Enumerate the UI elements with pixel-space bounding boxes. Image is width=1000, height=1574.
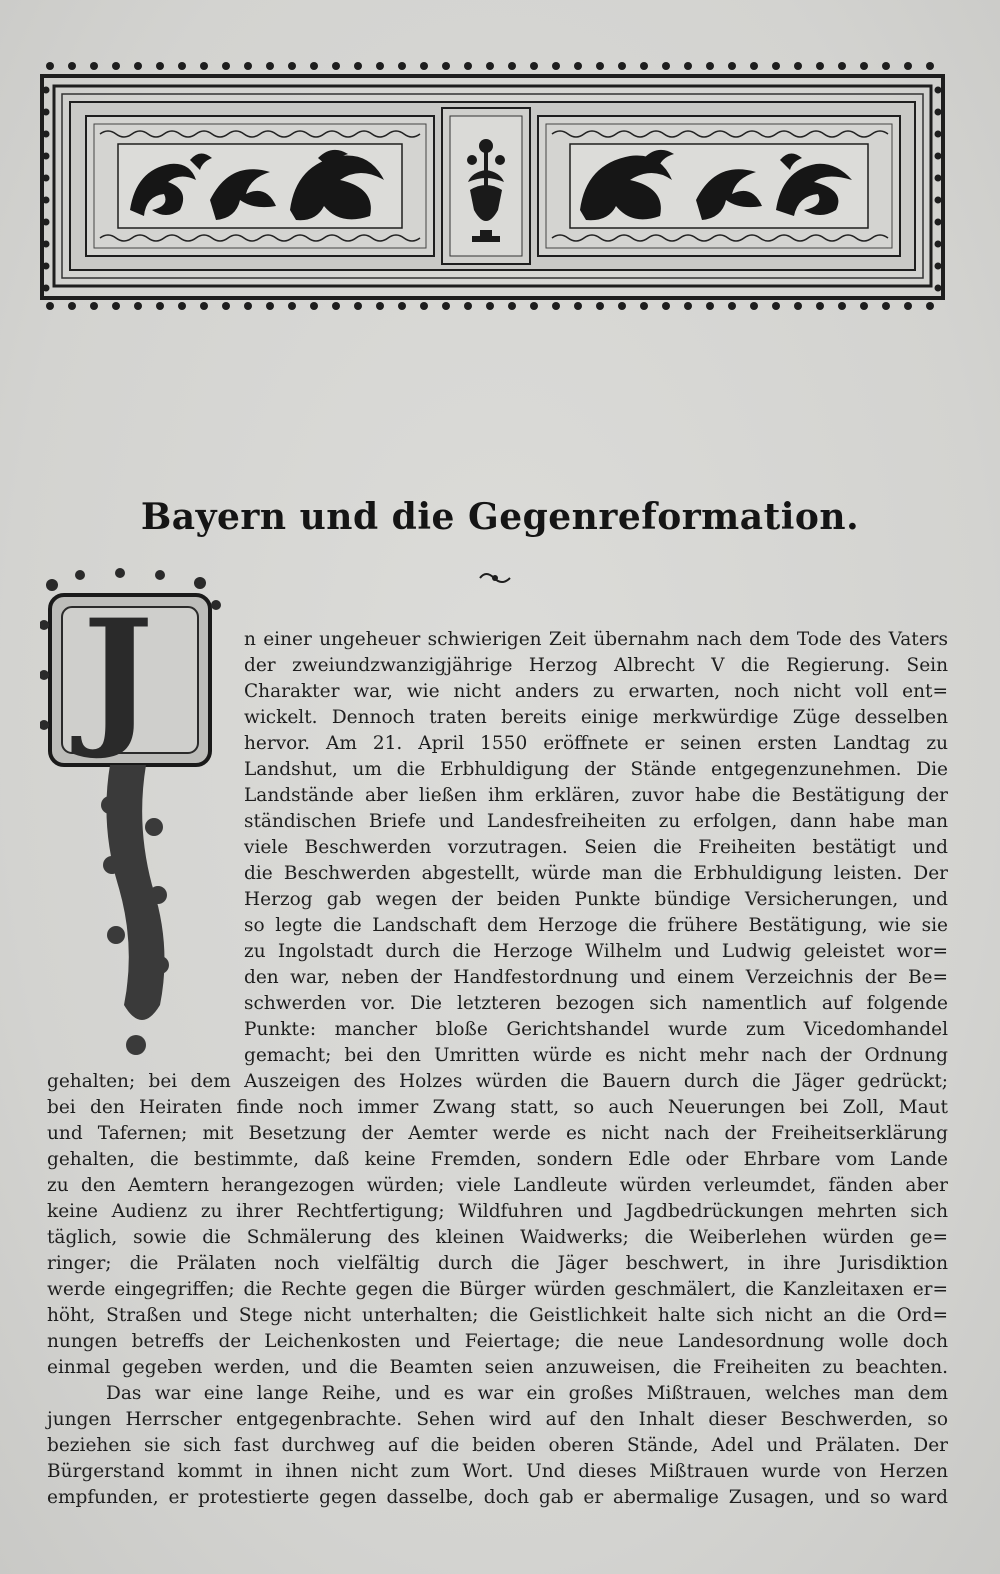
text-line: hervor. Am 21. April 1550 eröffnete er seinen ersten Landtag zu bbox=[244, 733, 948, 754]
text-line: täglich, sowie die Schmälerung des kleinen Waidwerks; die Weiberlehen würden ge= bbox=[47, 1227, 948, 1248]
text-line: der zweiundzwanzigjährige Herzog Albrecht V die Regierung. Sein bbox=[244, 655, 948, 676]
text-line: empfunden, er protestierte gegen dasselbe, doch gab er abermalige Zusagen, und so ward bbox=[47, 1487, 948, 1508]
text-line: werde eingegriffen; die Rechte gegen die Bürger würden geschmälert, die Kanzleitaxen er= bbox=[47, 1279, 948, 1300]
text-line: gehalten; bei dem Auszeigen des Holzes würden die Bauern durch die Jäger gedrückt; bbox=[47, 1071, 948, 1092]
header-ornament bbox=[40, 60, 945, 312]
ornamental-border-image bbox=[40, 60, 945, 312]
text-line: n einer ungeheuer schwierigen Zeit übernahm nach dem Tode des Vaters bbox=[244, 629, 948, 650]
text-line: zu Ingolstadt durch die Herzoge Wilhelm und Ludwig geleistet wor= bbox=[244, 941, 948, 962]
text-line: schwerden vor. Die letzteren bezogen sich namentlich auf folgende bbox=[244, 993, 948, 1014]
text-line: wickelt. Dennoch traten bereits einige merkwürdige Züge desselben bbox=[244, 707, 948, 728]
text-line: Herzog gab wegen der beiden Punkte bündige Versicherungen, und bbox=[244, 889, 948, 910]
text-line: gemacht; bei den Umritten würde es nicht mehr nach der Ordnung bbox=[244, 1045, 948, 1066]
text-line: Charakter war, wie nicht anders zu erwarten, noch nicht voll ent= bbox=[244, 681, 948, 702]
text-line: so legte die Landschaft dem Herzoge die frühere Bestätigung, wie sie bbox=[244, 915, 948, 936]
text-line: zu den Aemtern herangezogen würden; viele Landleute würden verleumdet, fänden aber bbox=[47, 1175, 948, 1196]
text-line: die Beschwerden abgestellt, würde man die Erbhuldigung leisten. Der bbox=[244, 863, 948, 884]
dropcap-letter: J bbox=[82, 587, 154, 763]
text-line: bei den Heiraten finde noch immer Zwang statt, so auch Neuerungen bei Zoll, Maut bbox=[47, 1097, 948, 1118]
text-line: ständischen Briefe und Landesfreiheiten zu erfolgen, dann habe man bbox=[244, 811, 948, 832]
text-line: gehalten, die bestimmte, daß keine Fremden, sondern Edle oder Ehrbare vom Lande bbox=[47, 1149, 948, 1170]
text-line: höht, Straßen und Stege nicht unterhalten; die Geistlichkeit halte sich nicht an die Ord= bbox=[47, 1305, 948, 1326]
text-line: keine Audienz zu ihrer Rechtfertigung; Wildfuhren und Jagdbedrückungen mehrten sich bbox=[47, 1201, 948, 1222]
text-line: beziehen sie sich fast durchweg auf die beiden oberen Stände, Adel und Prälaten. Der bbox=[47, 1435, 948, 1456]
text-line: nungen betreffs der Leichenkosten und Feiertage; die neue Landesordnung wolle doch bbox=[47, 1331, 948, 1352]
text-line: Bürgerstand kommt in ihnen nicht zum Wort. Und dieses Mißtrauen wurde von Herzen bbox=[47, 1461, 948, 1482]
title-ornament-icon bbox=[478, 570, 512, 586]
text-line: ringer; die Prälaten noch vielfältig durch die Jäger beschwert, in ihre Jurisdiktion bbox=[47, 1253, 948, 1274]
text-line: einmal gegeben werden, und die Beamten seien anzuweisen, die Freiheiten zu beachten. bbox=[47, 1357, 948, 1378]
text-line: und Tafernen; mit Besetzung der Aemter werde es nicht nach der Freiheitserklärung bbox=[47, 1123, 948, 1144]
text-line: Das war eine lange Reihe, und es war ein großes Mißtrauen, welches man dem bbox=[106, 1383, 948, 1404]
text-line: viele Beschwerden vorzutragen. Seien die Freiheiten bestätigt und bbox=[244, 837, 948, 858]
text-line: Landstände aber ließen ihm erklären, zuvor habe die Bestätigung der bbox=[244, 785, 948, 806]
chapter-title: Bayern und die Gegenreformation. bbox=[140, 496, 860, 538]
text-line: Punkte: mancher bloße Gerichtshandel wurde zum Vicedomhandel bbox=[244, 1019, 948, 1040]
text-line: jungen Herrscher entgegenbrachte. Sehen wird auf den Inhalt dieser Beschwerden, so bbox=[47, 1409, 948, 1430]
text-line: Landshut, um die Erbhuldigung der Stände entgegenzunehmen. Die bbox=[244, 759, 948, 780]
text-line: den war, neben der Handfestordnung und einem Verzeichnis der Be= bbox=[244, 967, 948, 988]
